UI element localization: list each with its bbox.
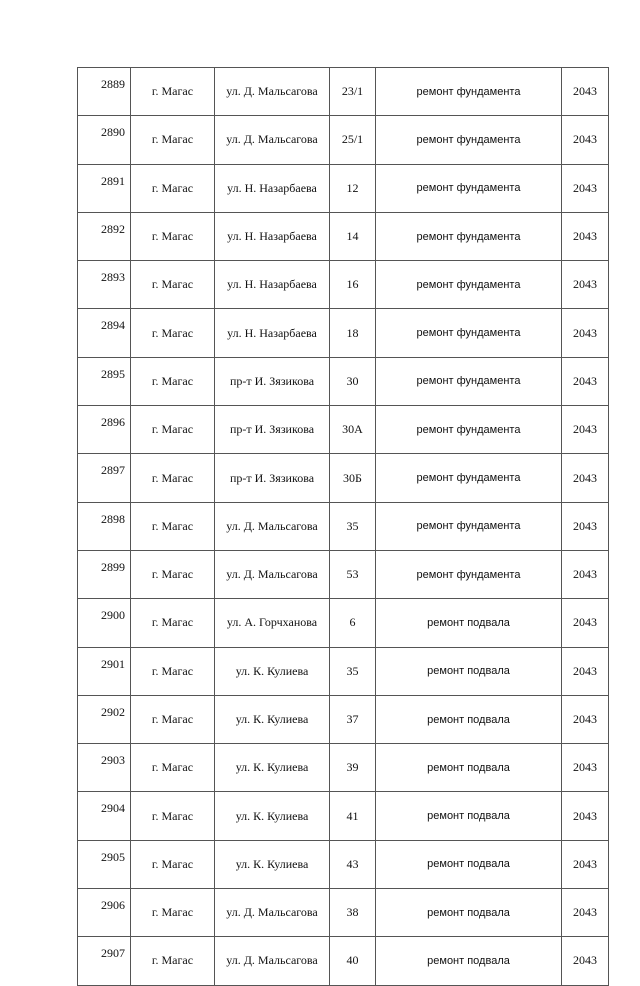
year-cell: 2043: [562, 647, 609, 695]
row-number: 2889: [78, 68, 131, 116]
house-number-cell: 30А: [330, 406, 376, 454]
city-cell: г. Магас: [131, 309, 215, 357]
city-cell: г. Магас: [131, 792, 215, 840]
year-cell: 2043: [562, 792, 609, 840]
year-cell: 2043: [562, 261, 609, 309]
city-cell: г. Магас: [131, 454, 215, 502]
work-type-cell: ремонт фундамента: [376, 212, 562, 260]
house-number-cell: 37: [330, 695, 376, 743]
city-cell: г. Магас: [131, 647, 215, 695]
city-cell: г. Магас: [131, 406, 215, 454]
street-cell: ул. К. Кулиева: [215, 695, 330, 743]
street-cell: ул. Д. Мальсагова: [215, 889, 330, 937]
city-cell: г. Магас: [131, 357, 215, 405]
year-cell: 2043: [562, 889, 609, 937]
table-row: [78, 889, 609, 937]
table-row: [78, 744, 609, 792]
year-cell: 2043: [562, 840, 609, 888]
house-number-cell: 30Б: [330, 454, 376, 502]
table-row: [78, 116, 609, 164]
work-type-cell: ремонт фундамента: [376, 550, 562, 598]
row-number: 2893: [78, 261, 131, 309]
city-cell: г. Магас: [131, 212, 215, 260]
street-cell: пр-т И. Зязикова: [215, 357, 330, 405]
street-cell: пр-т И. Зязикова: [215, 406, 330, 454]
city-cell: г. Магас: [131, 695, 215, 743]
city-cell: г. Магас: [131, 502, 215, 550]
row-number: 2891: [78, 164, 131, 212]
work-type-cell: ремонт фундамента: [376, 164, 562, 212]
work-type-cell: ремонт подвала: [376, 792, 562, 840]
street-cell: ул. Д. Мальсагова: [215, 68, 330, 116]
work-type-cell: ремонт фундамента: [376, 454, 562, 502]
street-cell: ул. К. Кулиева: [215, 744, 330, 792]
year-cell: 2043: [562, 550, 609, 598]
work-type-cell: ремонт подвала: [376, 937, 562, 985]
house-number-cell: 43: [330, 840, 376, 888]
row-number: 2892: [78, 212, 131, 260]
row-number: 2900: [78, 599, 131, 647]
table-row: [78, 68, 609, 116]
row-number: 2894: [78, 309, 131, 357]
table-row: [78, 695, 609, 743]
house-number-cell: 23/1: [330, 68, 376, 116]
table-row: [78, 309, 609, 357]
street-cell: ул. А. Горчханова: [215, 599, 330, 647]
year-cell: 2043: [562, 406, 609, 454]
work-type-cell: ремонт фундамента: [376, 406, 562, 454]
house-number-cell: 35: [330, 502, 376, 550]
table-row: [78, 840, 609, 888]
row-number: 2902: [78, 695, 131, 743]
work-type-cell: ремонт фундамента: [376, 357, 562, 405]
row-number: 2903: [78, 744, 131, 792]
house-number-cell: 35: [330, 647, 376, 695]
year-cell: 2043: [562, 68, 609, 116]
year-cell: 2043: [562, 599, 609, 647]
house-number-cell: 40: [330, 937, 376, 985]
house-number-cell: 6: [330, 599, 376, 647]
year-cell: 2043: [562, 357, 609, 405]
row-number: 2895: [78, 357, 131, 405]
city-cell: г. Магас: [131, 840, 215, 888]
city-cell: г. Магас: [131, 744, 215, 792]
table-row: [78, 937, 609, 985]
street-cell: ул. К. Кулиева: [215, 647, 330, 695]
table-row: [78, 550, 609, 598]
work-type-cell: ремонт фундамента: [376, 116, 562, 164]
work-type-cell: ремонт фундамента: [376, 261, 562, 309]
city-cell: г. Магас: [131, 68, 215, 116]
work-type-cell: ремонт подвала: [376, 744, 562, 792]
house-number-cell: 14: [330, 212, 376, 260]
work-type-cell: ремонт подвала: [376, 647, 562, 695]
table-row: [78, 357, 609, 405]
table-row: [78, 599, 609, 647]
table-row: [78, 792, 609, 840]
row-number: 2905: [78, 840, 131, 888]
work-type-cell: ремонт подвала: [376, 889, 562, 937]
year-cell: 2043: [562, 212, 609, 260]
house-number-cell: 25/1: [330, 116, 376, 164]
street-cell: пр-т И. Зязикова: [215, 454, 330, 502]
year-cell: 2043: [562, 502, 609, 550]
row-number: 2899: [78, 550, 131, 598]
table-row: [78, 212, 609, 260]
house-number-cell: 53: [330, 550, 376, 598]
work-type-cell: ремонт подвала: [376, 840, 562, 888]
house-number-cell: 18: [330, 309, 376, 357]
row-number: 2901: [78, 647, 131, 695]
street-cell: ул. Д. Мальсагова: [215, 116, 330, 164]
table-row: [78, 406, 609, 454]
row-number: 2907: [78, 937, 131, 985]
work-type-cell: ремонт фундамента: [376, 309, 562, 357]
work-type-cell: ремонт подвала: [376, 599, 562, 647]
work-type-cell: ремонт подвала: [376, 695, 562, 743]
year-cell: 2043: [562, 164, 609, 212]
street-cell: ул. Д. Мальсагова: [215, 937, 330, 985]
year-cell: 2043: [562, 309, 609, 357]
work-type-cell: ремонт фундамента: [376, 502, 562, 550]
table-row: [78, 647, 609, 695]
house-number-cell: 41: [330, 792, 376, 840]
city-cell: г. Магас: [131, 550, 215, 598]
street-cell: ул. Д. Мальсагова: [215, 550, 330, 598]
year-cell: 2043: [562, 454, 609, 502]
street-cell: ул. Н. Назарбаева: [215, 261, 330, 309]
street-cell: ул. К. Кулиева: [215, 840, 330, 888]
street-cell: ул. Н. Назарбаева: [215, 309, 330, 357]
row-number: 2906: [78, 889, 131, 937]
city-cell: г. Магас: [131, 164, 215, 212]
house-number-cell: 38: [330, 889, 376, 937]
house-number-cell: 30: [330, 357, 376, 405]
house-number-cell: 12: [330, 164, 376, 212]
row-number: 2897: [78, 454, 131, 502]
house-number-cell: 39: [330, 744, 376, 792]
table-row: [78, 454, 609, 502]
repair-register-table: [77, 67, 609, 986]
year-cell: 2043: [562, 116, 609, 164]
row-number: 2890: [78, 116, 131, 164]
table-row: [78, 502, 609, 550]
city-cell: г. Магас: [131, 599, 215, 647]
year-cell: 2043: [562, 744, 609, 792]
street-cell: ул. Н. Назарбаева: [215, 212, 330, 260]
year-cell: 2043: [562, 937, 609, 985]
street-cell: ул. К. Кулиева: [215, 792, 330, 840]
table-row: [78, 164, 609, 212]
work-type-cell: ремонт фундамента: [376, 68, 562, 116]
city-cell: г. Магас: [131, 261, 215, 309]
row-number: 2904: [78, 792, 131, 840]
city-cell: г. Магас: [131, 889, 215, 937]
row-number: 2896: [78, 406, 131, 454]
street-cell: ул. Д. Мальсагова: [215, 502, 330, 550]
city-cell: г. Магас: [131, 937, 215, 985]
table-row: [78, 261, 609, 309]
row-number: 2898: [78, 502, 131, 550]
house-number-cell: 16: [330, 261, 376, 309]
street-cell: ул. Н. Назарбаева: [215, 164, 330, 212]
city-cell: г. Магас: [131, 116, 215, 164]
table-body: [78, 68, 609, 986]
year-cell: 2043: [562, 695, 609, 743]
